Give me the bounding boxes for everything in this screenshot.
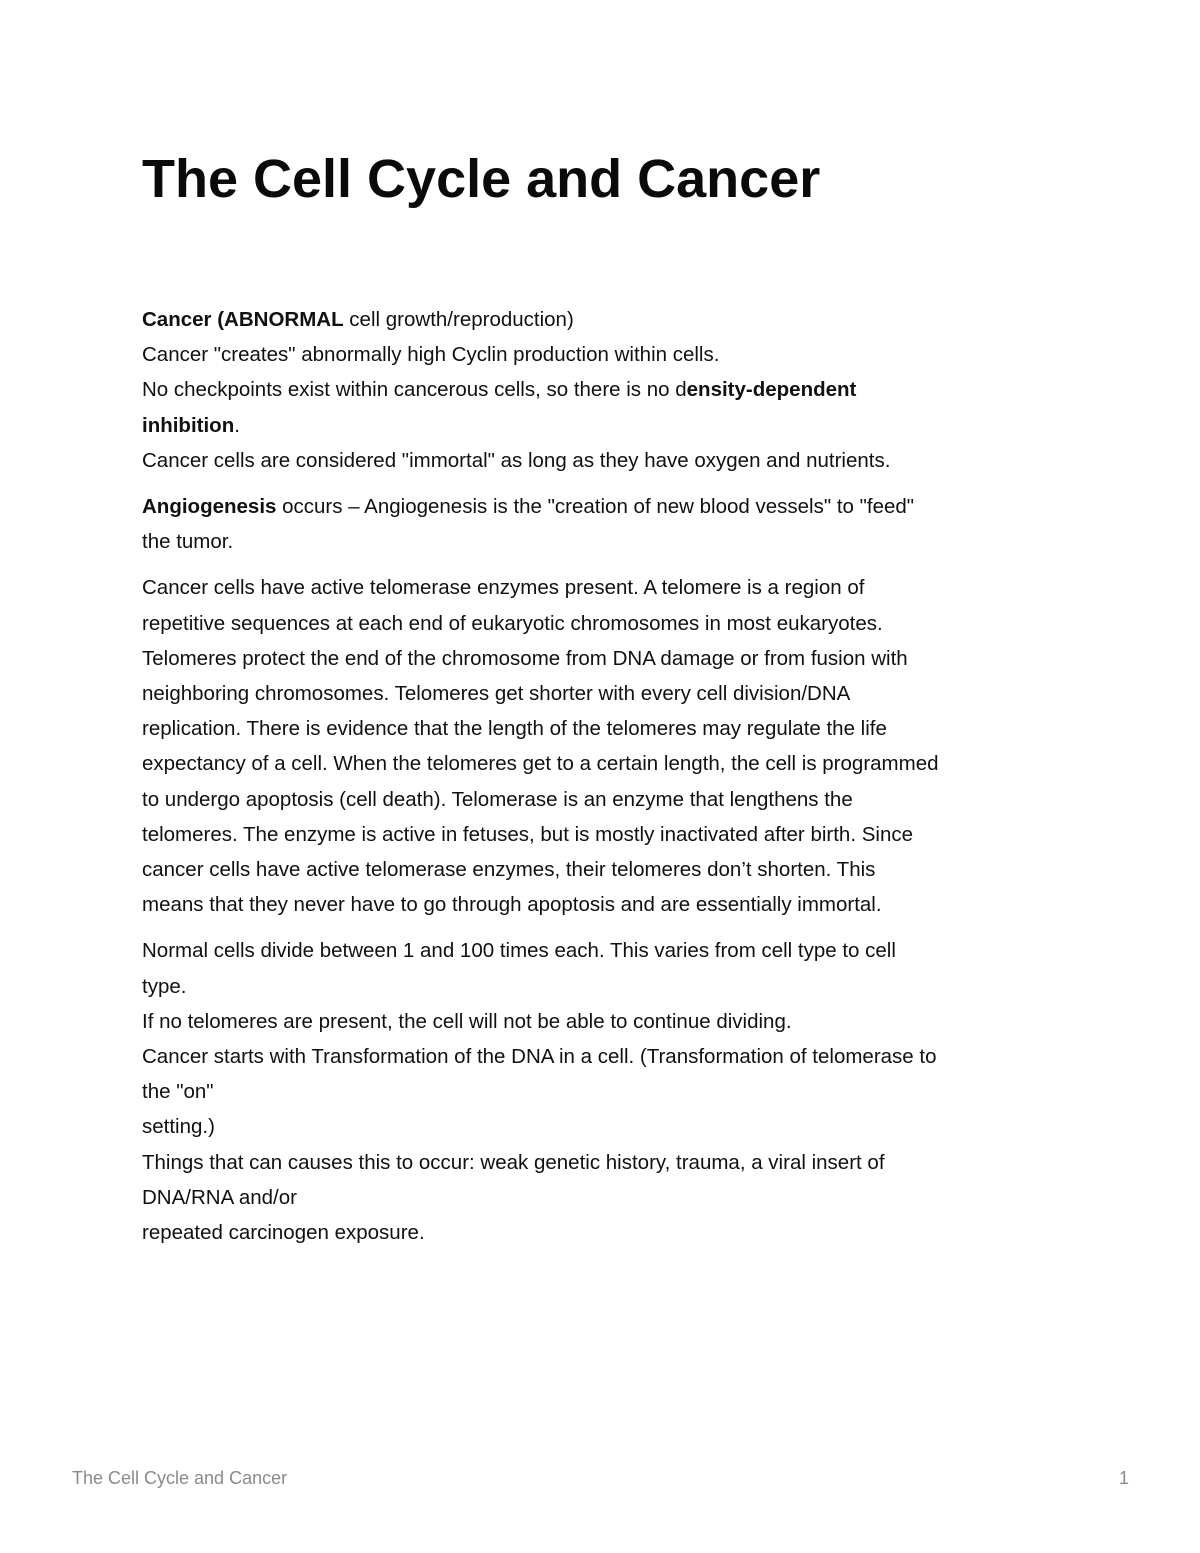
paragraph-angiogenesis	[142, 489, 1082, 559]
text-line: DNA/RNA and/or	[142, 1185, 297, 1209]
text-line: Telomeres protect the end of the chromosome from DNA damage or from fusion with	[142, 646, 908, 670]
paragraph-cancer-definition	[142, 302, 1082, 478]
text-line: neighboring chromosomes. Telomeres get shorter with every cell division/DNA	[142, 682, 851, 706]
text-line: replication. There is evidence that the length of the telomeres may regulate the life	[142, 717, 887, 741]
bold-term-angiogenesis: Angiogenesis	[142, 495, 277, 519]
text-line: inhibition.	[142, 413, 240, 437]
text-line: the "on"	[142, 1080, 214, 1104]
text-line: No checkpoints exist within cancerous cells, so there is no density-dependent	[142, 378, 857, 402]
bold-term-inhibition: inhibition	[142, 413, 235, 437]
text-line: Cancer (ABNORMAL cell growth/reproduction)	[142, 308, 574, 331]
text-line: setting.)	[142, 1115, 215, 1139]
text-line: to undergo apoptosis (cell death). Telomerase is an enzyme that lengthens the	[142, 787, 853, 811]
document-body	[142, 302, 1082, 1250]
bold-term-cancer-abnormal: Cancer (ABNORMAL	[142, 308, 344, 331]
text-line: means that they never have to go through apoptosis and are essentially immortal.	[142, 893, 882, 917]
text-line: If no telomeres are present, the cell will not be able to continue dividing.	[142, 1009, 792, 1033]
text-line: Cancer starts with Transformation of the DNA in a cell. (Transformation of telomerase to	[142, 1045, 937, 1069]
text-line: Angiogenesis occurs – Angiogenesis is the "creation of new blood vessels" to "feed"	[142, 495, 915, 519]
text-line: expectancy of a cell. When the telomeres get to a certain length, the cell is programmed	[142, 752, 939, 776]
page-title: The Cell Cycle and Cancer	[142, 149, 821, 209]
footer-page-number: 1	[1119, 1468, 1130, 1488]
bold-term-density-dependent: ensity-dependent	[686, 378, 857, 402]
text-line: Cancer "creates" abnormally high Cyclin production within cells.	[142, 343, 720, 367]
text-line: cancer cells have active telomerase enzymes, their telomeres don’t shorten. This	[142, 858, 876, 882]
footer-title: The Cell Cycle and Cancer	[72, 1468, 288, 1488]
text-line: Normal cells divide between 1 and 100 times each. This varies from cell type to cell	[142, 939, 896, 963]
text-line: Things that can causes this to occur: weak genetic history, trauma, a viral insert of	[142, 1150, 885, 1174]
text-line: Cancer cells have active telomerase enzymes present. A telomere is a region of	[142, 576, 865, 600]
text-line: Cancer cells are considered "immortal" as long as they have oxygen and nutrients.	[142, 448, 891, 472]
text-line: repetitive sequences at each end of eukaryotic chromosomes in most eukaryotes.	[142, 611, 883, 635]
text-line: telomeres. The enzyme is active in fetuses, but is mostly inactivated after birth. Since	[142, 822, 913, 846]
paragraph-normal-cells	[142, 933, 1082, 1250]
text-line: type.	[142, 974, 187, 998]
paragraph-telomerase	[142, 570, 1082, 922]
text-line: repeated carcinogen exposure.	[142, 1221, 425, 1245]
text-line: the tumor.	[142, 530, 234, 554]
